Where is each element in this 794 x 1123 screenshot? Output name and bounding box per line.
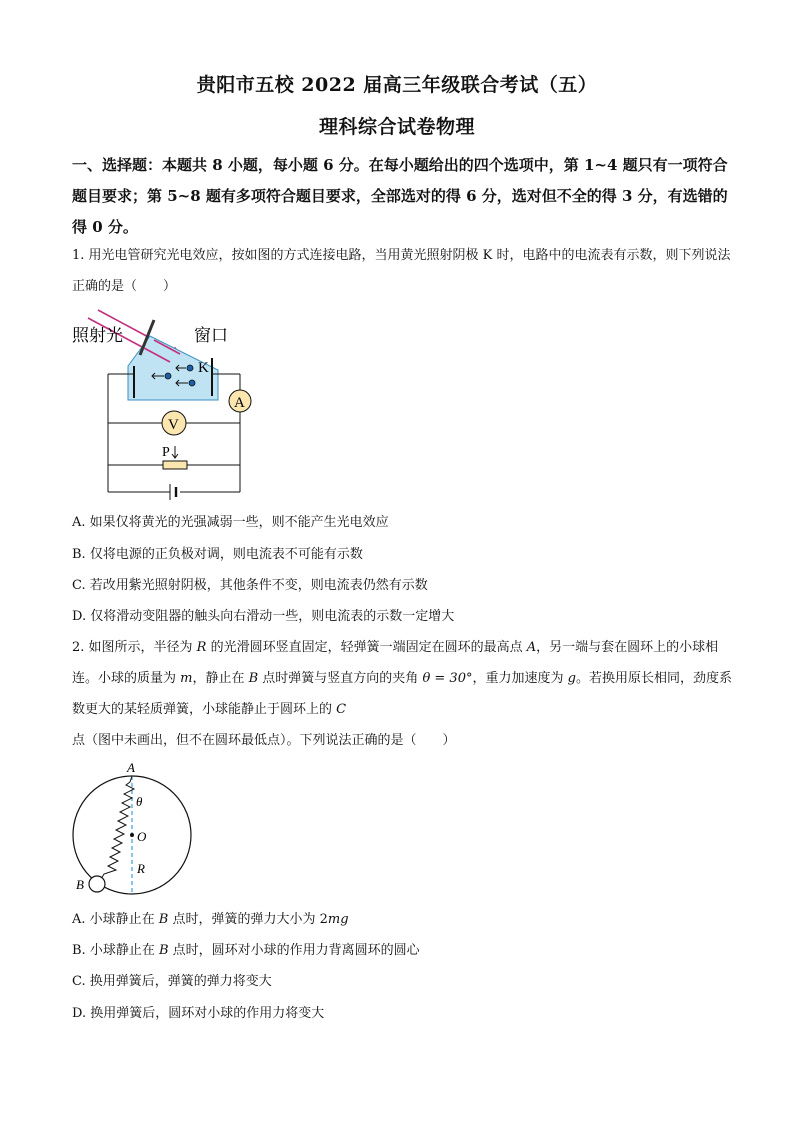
question-1-stem: 1. 用光电管研究光电效应，按如图的方式连接电路，当用黄光照射阴极 K 时，电路中的电流表有示数，则下列说法正确的是（ ） (72, 248, 731, 294)
q1-option-a[interactable]: A. 如果仅将黄光的光强减弱一些，则不能产生光电效应 (72, 515, 389, 530)
section-instructions: 一、选择题：本题共 8 小题，每小题 6 分。在每小题给出的四个选项中，第 1~4 题只有一项符合题目要求；第 5~8 题有多项符合题目要求，全部选对的得 6 分，选对但不全的得 3 分，有选错的得 0 分。 (72, 156, 728, 236)
q2-option-a[interactable]: A. 小球静止在 B 点时，弹簧的弹力大小为 2mg (72, 912, 349, 927)
label-b: B (76, 877, 84, 892)
rheostat (163, 461, 187, 469)
label-window: 窗口 (194, 326, 228, 346)
question-2-stem: 2. 如图所示，半径为 R 的光滑圆环竖直固定，轻弹簧一端固定在圆环的最高点 A，另一端与套在圆环上的小球相连。小球的质量为 m，静止在 B 点时弹簧与竖直方向的夹角 θ = 30°，重力加速度为 g。若换用原长相同，劲度系数更大的某轻质弹簧，小球能静止于圆环上的 C 点（图中未画出，但不在圆环最低点）。下列说法正确的是（ ） (72, 640, 732, 748)
page-subtitle: 理科综合试卷物理 (318, 116, 475, 138)
label-r: R (137, 861, 145, 876)
q1-option-d[interactable]: D. 仅将滑动变阻器的触头向右滑动一些，则电流表的示数一定增大 (72, 609, 455, 624)
q2-option-d[interactable]: D. 换用弹簧后，圆环对小球的作用力将变大 (72, 1006, 325, 1021)
spring (101, 776, 134, 879)
label-a: A (234, 395, 245, 411)
q1-option-c[interactable]: C. 若改用紫光照射阴极，其他条件不变，则电流表仍然有示数 (72, 578, 428, 593)
label-a: A (127, 760, 135, 775)
label-o: O (137, 829, 147, 844)
label-k: K (198, 360, 209, 376)
label-theta: θ (136, 794, 143, 809)
page-title: 贵阳市五校 2022 届高三年级联合考试（五） (196, 74, 598, 96)
q2-option-c[interactable]: C. 换用弹簧后，弹簧的弹力将变大 (72, 974, 272, 989)
q2-option-b[interactable]: B. 小球静止在 B 点时，圆环对小球的作用力背离圆环的圆心 (72, 943, 420, 958)
q1-figure-circuit (68, 308, 268, 500)
q1-option-b[interactable]: B. 仅将电源的正负极对调，则电流表不可能有示数 (72, 547, 363, 562)
label-v: V (168, 417, 179, 433)
q2-figure-ring (64, 760, 204, 900)
ball (89, 876, 105, 892)
label-p: P (162, 445, 170, 460)
label-light: 照射光 (72, 326, 123, 346)
